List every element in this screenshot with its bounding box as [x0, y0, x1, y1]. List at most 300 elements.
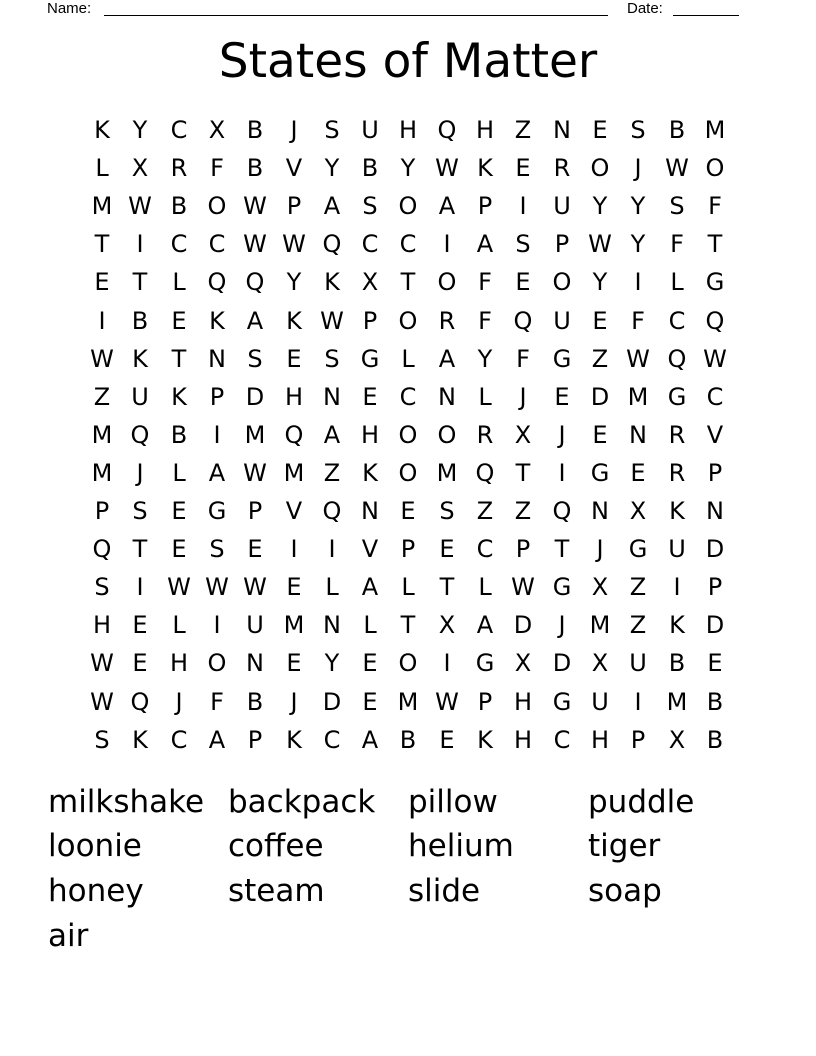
grid-letter: J — [596, 535, 604, 563]
grid-letter: J — [558, 421, 566, 449]
grid-letter: I — [136, 573, 144, 601]
grid-letter: D — [705, 535, 725, 563]
grid-letter: A — [438, 192, 456, 220]
word-list-item: pillow — [408, 784, 498, 820]
grid-letter: E — [592, 307, 608, 335]
grid-letter: P — [286, 192, 302, 220]
grid-letter: C — [361, 230, 379, 258]
grid-letter: D — [322, 688, 342, 716]
grid-letter: S — [94, 573, 110, 601]
grid-letter: G — [475, 649, 495, 677]
grid-letter: S — [247, 345, 263, 373]
grid-letter: F — [478, 268, 492, 296]
grid-letter: J — [519, 383, 527, 411]
grid-letter: C — [208, 230, 226, 258]
grid-letter: P — [515, 535, 531, 563]
grid-letter: W — [435, 154, 459, 182]
grid-letter: X — [668, 726, 686, 754]
grid-letter: X — [208, 116, 226, 144]
worksheet-header — [0, 0, 816, 20]
grid-letter: W — [243, 573, 267, 601]
grid-letter: Z — [476, 497, 494, 525]
grid-letter: K — [94, 116, 110, 144]
grid-letter: K — [286, 307, 302, 335]
grid-letter: L — [401, 345, 415, 373]
grid-letter: O — [398, 649, 418, 677]
grid-letter: P — [400, 535, 416, 563]
grid-letter: F — [708, 192, 722, 220]
name-label: Name: — [47, 0, 92, 17]
grid-letter: X — [514, 649, 532, 677]
grid-letter: E — [286, 649, 302, 677]
grid-letter: W — [511, 573, 535, 601]
grid-letter: K — [132, 345, 148, 373]
grid-letter: O — [705, 154, 725, 182]
grid-letter: O — [398, 421, 418, 449]
grid-letter: Q — [284, 421, 304, 449]
grid-letter: D — [590, 383, 610, 411]
grid-letter: S — [439, 497, 455, 525]
grid-letter: X — [514, 421, 532, 449]
grid-letter: J — [175, 688, 183, 716]
grid-letter: N — [438, 383, 456, 411]
grid-letter: I — [328, 535, 336, 563]
grid-letter: Q — [92, 535, 112, 563]
grid-letter: B — [170, 192, 188, 220]
date-blank-line — [673, 15, 739, 16]
grid-letter: O — [590, 154, 610, 182]
grid-letter: K — [669, 497, 685, 525]
grid-letter: A — [208, 726, 226, 754]
grid-letter: Q — [552, 497, 572, 525]
grid-letter: U — [591, 688, 609, 716]
word-list-item: steam — [228, 873, 325, 909]
grid-letter: G — [207, 497, 227, 525]
grid-letter: O — [207, 649, 227, 677]
grid-letter: J — [290, 116, 298, 144]
grid-letter: P — [477, 688, 493, 716]
grid-letter: B — [246, 154, 264, 182]
grid-letter: C — [170, 726, 188, 754]
grid-letter: F — [210, 688, 224, 716]
grid-letter: Q — [245, 268, 265, 296]
grid-letter: L — [401, 573, 415, 601]
grid-letter: G — [705, 268, 725, 296]
grid-letter: Q — [322, 497, 342, 525]
grid-letter: I — [213, 421, 221, 449]
grid-letter: C — [553, 726, 571, 754]
grid-letter: M — [436, 459, 458, 487]
grid-letter: W — [128, 192, 152, 220]
grid-letter: B — [706, 688, 724, 716]
grid-letter: H — [360, 421, 380, 449]
grid-letter: L — [363, 611, 377, 639]
grid-letter: R — [668, 421, 686, 449]
grid-letter: E — [286, 573, 302, 601]
grid-letter: G — [552, 688, 572, 716]
grid-letter: O — [437, 268, 457, 296]
grid-letter: Z — [629, 611, 647, 639]
grid-letter: P — [477, 192, 493, 220]
grid-letter: K — [477, 154, 493, 182]
grid-letter: E — [94, 268, 110, 296]
grid-letter: W — [626, 345, 650, 373]
grid-letter: S — [94, 726, 110, 754]
grid-letter: G — [628, 535, 648, 563]
grid-letter: S — [362, 192, 378, 220]
grid-letter: A — [361, 573, 379, 601]
grid-letter: L — [172, 459, 186, 487]
grid-letter: W — [282, 230, 306, 258]
grid-letter: Z — [93, 383, 111, 411]
grid-letter: S — [515, 230, 531, 258]
page-title: States of Matter — [218, 34, 598, 89]
word-list-item: loonie — [48, 828, 142, 864]
grid-letter: M — [666, 688, 688, 716]
grid-letter: K — [362, 459, 378, 487]
grid-letter: U — [361, 116, 379, 144]
grid-letter: W — [703, 345, 727, 373]
grid-letter: P — [209, 383, 225, 411]
grid-letter: W — [665, 154, 689, 182]
grid-letter: E — [400, 497, 416, 525]
grid-letter: I — [443, 230, 451, 258]
grid-letter: L — [95, 154, 109, 182]
grid-letter: A — [476, 611, 494, 639]
grid-letter: J — [634, 154, 642, 182]
grid-letter: E — [286, 345, 302, 373]
grid-letter: K — [132, 726, 148, 754]
grid-letter: T — [171, 345, 187, 373]
word-list-item: tiger — [588, 828, 661, 864]
grid-letter: R — [438, 307, 456, 335]
grid-letter: B — [131, 307, 149, 335]
word-list-item: puddle — [588, 784, 695, 820]
grid-letter: T — [94, 230, 110, 258]
word-list-item: soap — [588, 873, 662, 909]
grid-letter: X — [361, 268, 379, 296]
grid-letter: F — [478, 307, 492, 335]
grid-letter: L — [325, 573, 339, 601]
grid-letter: A — [361, 726, 379, 754]
grid-letter: H — [590, 726, 610, 754]
grid-letter: N — [323, 611, 341, 639]
grid-letter: O — [398, 459, 418, 487]
word-list-item: milkshake — [48, 784, 205, 820]
grid-letter: R — [553, 154, 571, 182]
grid-letter: M — [283, 611, 305, 639]
grid-letter: P — [247, 497, 263, 525]
grid-letter: W — [320, 307, 344, 335]
grid-letter: Q — [207, 268, 227, 296]
grid-letter: Y — [286, 268, 302, 296]
grid-letter: A — [208, 459, 226, 487]
grid-letter: Q — [322, 230, 342, 258]
grid-letter: T — [554, 535, 570, 563]
grid-letter: E — [247, 535, 263, 563]
grid-letter: N — [706, 497, 724, 525]
grid-letter: X — [591, 573, 609, 601]
grid-letter: E — [515, 154, 531, 182]
grid-letter: B — [361, 154, 379, 182]
grid-letter: S — [669, 192, 685, 220]
grid-letter: X — [629, 497, 647, 525]
grid-letter: U — [553, 307, 571, 335]
grid-letter: T — [132, 268, 148, 296]
grid-letter: L — [172, 611, 186, 639]
grid-letter: F — [516, 345, 530, 373]
grid-letter: M — [244, 421, 266, 449]
word-list-item: slide — [408, 873, 481, 909]
grid-letter: G — [360, 345, 380, 373]
grid-letter: M — [91, 459, 113, 487]
grid-letter: S — [630, 116, 646, 144]
grid-letter: Q — [130, 421, 150, 449]
grid-letter: W — [90, 345, 114, 373]
grid-letter: R — [170, 154, 188, 182]
grid-letter: B — [246, 116, 264, 144]
date-label: Date: — [627, 0, 663, 17]
grid-letter: I — [136, 230, 144, 258]
word-list-item: coffee — [228, 828, 324, 864]
grid-letter: H — [92, 611, 112, 639]
grid-letter: P — [554, 230, 570, 258]
grid-letter: G — [552, 345, 572, 373]
grid-letter: I — [443, 649, 451, 677]
grid-letter: C — [399, 230, 417, 258]
grid-letter: B — [246, 688, 264, 716]
grid-letter: B — [706, 726, 724, 754]
grid-letter: A — [476, 230, 494, 258]
grid-letter: B — [170, 421, 188, 449]
grid-letter: L — [670, 268, 684, 296]
grid-letter: F — [210, 154, 224, 182]
grid-letter: V — [706, 421, 724, 449]
grid-letter: W — [167, 573, 191, 601]
grid-letter: T — [439, 573, 455, 601]
grid-letter: I — [213, 611, 221, 639]
grid-letter: Z — [323, 459, 341, 487]
grid-letter: Q — [667, 345, 687, 373]
grid-letter: M — [283, 459, 305, 487]
grid-letter: T — [400, 268, 416, 296]
grid-letter: O — [437, 421, 457, 449]
name-blank-line — [104, 15, 608, 16]
grid-letter: G — [667, 383, 687, 411]
grid-letter: H — [475, 116, 495, 144]
grid-letter: Y — [400, 154, 416, 182]
grid-letter: F — [631, 307, 645, 335]
grid-letter: E — [171, 497, 187, 525]
grid-letter: W — [588, 230, 612, 258]
grid-letter: C — [170, 230, 188, 258]
grid-letter: Y — [132, 116, 148, 144]
grid-letter: E — [515, 268, 531, 296]
grid-letter: E — [362, 383, 378, 411]
grid-letter: X — [591, 649, 609, 677]
word-list — [48, 780, 768, 980]
grid-letter: K — [171, 383, 187, 411]
grid-letter: C — [170, 116, 188, 144]
grid-letter: N — [361, 497, 379, 525]
grid-letter: N — [591, 497, 609, 525]
grid-letter: Y — [324, 154, 340, 182]
grid-letter: E — [707, 649, 723, 677]
grid-letter: U — [629, 649, 647, 677]
grid-letter: R — [668, 459, 686, 487]
grid-letter: C — [706, 383, 724, 411]
grid-letter: N — [208, 345, 226, 373]
grid-letter: H — [398, 116, 418, 144]
grid-letter: A — [438, 345, 456, 373]
grid-letter: N — [553, 116, 571, 144]
grid-letter: I — [634, 268, 642, 296]
grid-letter: B — [668, 116, 686, 144]
word-list-item: backpack — [228, 784, 376, 820]
grid-letter: Y — [630, 230, 646, 258]
grid-letter: M — [91, 421, 113, 449]
grid-letter: E — [439, 535, 455, 563]
grid-letter: P — [247, 726, 263, 754]
grid-letter: W — [243, 192, 267, 220]
grid-letter: I — [673, 573, 681, 601]
grid-letter: W — [243, 230, 267, 258]
grid-letter: E — [362, 649, 378, 677]
grid-letter: Q — [475, 459, 495, 487]
grid-letter: P — [707, 573, 723, 601]
grid-letter: L — [172, 268, 186, 296]
grid-letter: I — [519, 192, 527, 220]
grid-letter: S — [209, 535, 225, 563]
grid-letter: X — [131, 154, 149, 182]
grid-letter: O — [552, 268, 572, 296]
grid-letter: Q — [705, 307, 725, 335]
grid-letter: C — [668, 307, 686, 335]
grid-letter: E — [439, 726, 455, 754]
grid-letter: T — [707, 230, 723, 258]
grid-letter: F — [670, 230, 684, 258]
grid-letter: M — [91, 192, 113, 220]
grid-letter: C — [399, 383, 417, 411]
grid-letter: M — [704, 116, 726, 144]
grid-letter: H — [513, 688, 533, 716]
grid-letter: N — [246, 649, 264, 677]
grid-letter: N — [629, 421, 647, 449]
grid-letter: Y — [630, 192, 646, 220]
grid-letter: C — [323, 726, 341, 754]
grid-letter: H — [169, 649, 189, 677]
word-list-item: helium — [408, 828, 514, 864]
grid-letter: Q — [437, 116, 457, 144]
grid-letter: O — [207, 192, 227, 220]
grid-letter: Y — [592, 268, 608, 296]
grid-letter: E — [554, 383, 570, 411]
grid-letter: D — [552, 649, 572, 677]
grid-letter: E — [362, 688, 378, 716]
grid-letter: J — [136, 459, 144, 487]
grid-letter: E — [592, 421, 608, 449]
grid-letter: Q — [513, 307, 533, 335]
grid-letter: V — [285, 154, 303, 182]
grid-letter: H — [513, 726, 533, 754]
grid-letter: U — [553, 192, 571, 220]
grid-letter: K — [286, 726, 302, 754]
grid-letter: X — [438, 611, 456, 639]
grid-letter: A — [246, 307, 264, 335]
grid-letter: H — [284, 383, 304, 411]
grid-letter: A — [323, 421, 341, 449]
grid-letter: V — [361, 535, 379, 563]
grid-letter: E — [132, 611, 148, 639]
grid-letter: E — [592, 116, 608, 144]
grid-letter: I — [558, 459, 566, 487]
grid-letter: S — [132, 497, 148, 525]
grid-letter: P — [630, 726, 646, 754]
grid-letter: E — [630, 459, 646, 487]
word-list-item: honey — [48, 873, 144, 909]
grid-letter: S — [324, 345, 340, 373]
grid-letter: N — [323, 383, 341, 411]
grid-letter: P — [362, 307, 378, 335]
grid-letter: C — [476, 535, 494, 563]
grid-letter: U — [246, 611, 264, 639]
grid-letter: Z — [629, 573, 647, 601]
grid-letter: V — [285, 497, 303, 525]
grid-letter: E — [171, 307, 187, 335]
grid-letter: K — [324, 268, 340, 296]
grid-letter: T — [132, 535, 148, 563]
grid-letter: M — [397, 688, 419, 716]
grid-letter: I — [98, 307, 106, 335]
grid-letter: T — [515, 459, 531, 487]
grid-letter: O — [398, 192, 418, 220]
word-list-item: air — [48, 918, 89, 954]
grid-letter: Y — [324, 649, 340, 677]
grid-letter: T — [400, 611, 416, 639]
grid-letter: E — [171, 535, 187, 563]
grid-letter: D — [245, 383, 265, 411]
grid-letter: Y — [477, 345, 493, 373]
grid-letter: B — [399, 726, 417, 754]
grid-letter: Q — [130, 688, 150, 716]
grid-letter: K — [209, 307, 225, 335]
grid-letter: D — [705, 611, 725, 639]
grid-letter: L — [478, 573, 492, 601]
grid-letter: Z — [514, 116, 532, 144]
grid-letter: R — [476, 421, 494, 449]
grid-letter: Z — [514, 497, 532, 525]
grid-letter: A — [323, 192, 341, 220]
grid-letter: K — [477, 726, 493, 754]
letter-grid — [83, 111, 731, 757]
grid-letter: U — [668, 535, 686, 563]
grid-letter: J — [558, 611, 566, 639]
grid-letter: J — [290, 688, 298, 716]
grid-letter: W — [243, 459, 267, 487]
grid-letter: W — [205, 573, 229, 601]
grid-letter: L — [478, 383, 492, 411]
grid-letter: P — [707, 459, 723, 487]
grid-letter: I — [634, 688, 642, 716]
grid-letter: P — [94, 497, 110, 525]
grid-letter: D — [513, 611, 533, 639]
grid-letter: G — [552, 573, 572, 601]
grid-letter: Y — [592, 192, 608, 220]
grid-letter: B — [668, 649, 686, 677]
grid-letter: W — [90, 649, 114, 677]
grid-letter: U — [131, 383, 149, 411]
grid-letter: E — [132, 649, 148, 677]
